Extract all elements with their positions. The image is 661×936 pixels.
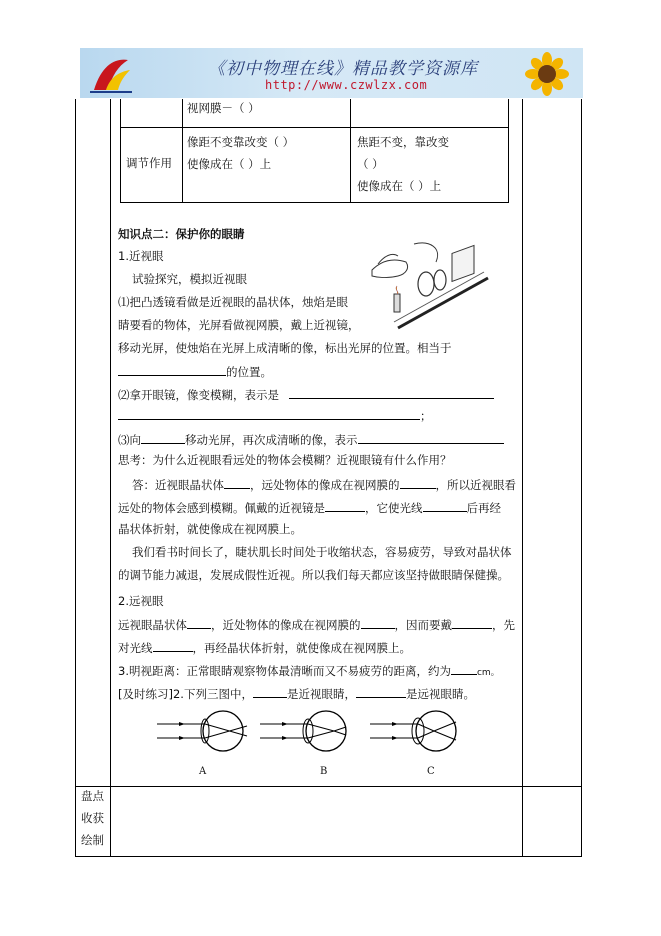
text-line: ，先 <box>492 618 515 632</box>
answer-blank[interactable] <box>400 477 436 489</box>
text-line: 是近视眼睛， <box>286 687 356 701</box>
text-line: ，再经晶状体折射，就使像成在视网膜上。 <box>192 641 411 655</box>
answer-blank[interactable] <box>358 432 504 444</box>
text-line: 思考：为什么近视眼看远处的物体会模糊？近视眼镜有什么作用？ <box>118 453 452 467</box>
answer-blank[interactable] <box>451 663 477 675</box>
answer-blank[interactable] <box>253 686 287 698</box>
answer-blank[interactable] <box>118 364 226 376</box>
text-line: ⑴把凸透镜看做是近视眼的晶状体，烛焰是眼 <box>118 295 348 309</box>
cell-mid-1: 像距不变靠改变（ ） <box>187 135 295 149</box>
banner-url[interactable]: http://www.czwlzx.com <box>265 78 428 92</box>
answer-blank[interactable] <box>187 617 211 629</box>
text-line: ，远处物体的像成在视网膜的 <box>250 478 400 492</box>
eye-diagram-b <box>258 706 358 756</box>
text-line: ，因而要戴 <box>394 618 452 632</box>
banner-title: 《初中物理在线》精品教学资源库 <box>208 59 478 79</box>
text-line: ⑶向 <box>118 433 141 447</box>
cell-right-3: 使像成在（ ）上 <box>357 179 442 193</box>
sunflower-icon <box>513 52 573 96</box>
text-line: 答：近视眼晶状体 <box>132 478 224 492</box>
inner-table-left <box>120 99 121 203</box>
row-divider <box>75 786 582 787</box>
text-line: ，它使光线 <box>365 501 423 515</box>
column-divider-1 <box>110 99 111 856</box>
text-line: 远视眼晶状体 <box>118 618 187 632</box>
text-line: [及时练习]2.下列三图中， <box>118 687 253 701</box>
fig-label-c: C <box>427 766 435 777</box>
summary-label-1: 盘点 <box>81 789 104 803</box>
cell-mid-2: 使像成在（ ）上 <box>187 157 272 171</box>
text-line: 试验探究，模拟近视眼 <box>132 272 247 286</box>
text-line: 移动光屏，再次成清晰的像，表示 <box>185 433 358 447</box>
text-line: 移动光屏，使烛焰在光屏上成清晰的像，标出光屏的位置。相当于 <box>118 341 452 355</box>
sub-heading-hyperopia: 2.远视眼 <box>118 594 164 608</box>
answer-blank[interactable] <box>224 477 250 489</box>
sub-heading-myopia: 1.近视眼 <box>118 249 164 263</box>
text-line: 3.明视距离：正常眼睛观察物体最清晰而又不易疲劳的距离，约为 <box>118 664 451 678</box>
text-line: ⑵拿开眼镜，像变模糊，表示是 <box>118 388 279 402</box>
answer-blank[interactable] <box>423 500 467 512</box>
answer-blank[interactable] <box>452 617 492 629</box>
text-line: 是远视眼睛。 <box>405 687 475 701</box>
text-line: ，近处物体的像成在视网膜的 <box>211 618 361 632</box>
text-line: 后再经 <box>466 501 501 515</box>
text-line: 的调节能力减退，发展成假性近视。所以我们每天都应该坚持做眼睛保健操。 <box>118 568 509 582</box>
text-line: cm。 <box>476 668 500 678</box>
eye-diagram-a <box>155 706 255 756</box>
inner-table-row-line <box>120 127 509 128</box>
text-line: 对光线 <box>118 641 153 655</box>
answer-blank[interactable] <box>325 500 365 512</box>
answer-blank[interactable] <box>141 432 185 444</box>
answer-blank[interactable] <box>118 408 420 420</box>
cell-right-2: （ ） <box>357 157 384 171</box>
answer-blank[interactable] <box>289 387 494 399</box>
answer-blank[interactable] <box>361 617 395 629</box>
cell-right-1: 焦距不变，靠改变 <box>357 135 449 149</box>
column-divider-2 <box>522 99 523 856</box>
inner-table-bottom <box>120 202 509 203</box>
inner-table-col1 <box>182 99 183 203</box>
header-banner <box>80 48 583 98</box>
cell-retina: 视网膜－（ ） <box>187 101 260 115</box>
outer-border-right <box>581 99 582 856</box>
text-line: ，所以近视眼看 <box>435 478 516 492</box>
answer-blank[interactable] <box>153 640 193 652</box>
text-line: 睛要看的物体，光屏看做视网膜，戴上近视镜， <box>118 318 360 332</box>
text-line: 的位置。 <box>226 365 272 379</box>
text-line: 远处的物体会感到模糊。佩戴的近视镜是 <box>118 501 325 515</box>
eye-diagram-c <box>368 706 468 756</box>
inner-table-col2 <box>350 99 351 203</box>
text-line: ； <box>420 409 432 423</box>
section-heading: 知识点二：保护你的眼睛 <box>118 227 245 241</box>
summary-label-3: 绘制 <box>81 833 104 847</box>
fig-label-b: B <box>320 766 328 777</box>
summary-label-2: 收获 <box>81 811 104 825</box>
logo-icon <box>88 54 134 94</box>
experiment-illustration <box>368 238 492 330</box>
outer-border-bottom <box>75 856 582 857</box>
outer-border-left <box>75 99 76 856</box>
inner-table-right <box>508 99 509 203</box>
answer-blank[interactable] <box>356 686 406 698</box>
fig-label-a: A <box>199 766 207 777</box>
cell-adjust-label: 调节作用 <box>126 156 172 170</box>
text-line: 我们看书时间长了，睫状肌长时间处于收缩状态，容易疲劳，导致对晶状体 <box>132 545 512 559</box>
text-line: 晶状体折射，就使像成在视网膜上。 <box>118 522 302 536</box>
